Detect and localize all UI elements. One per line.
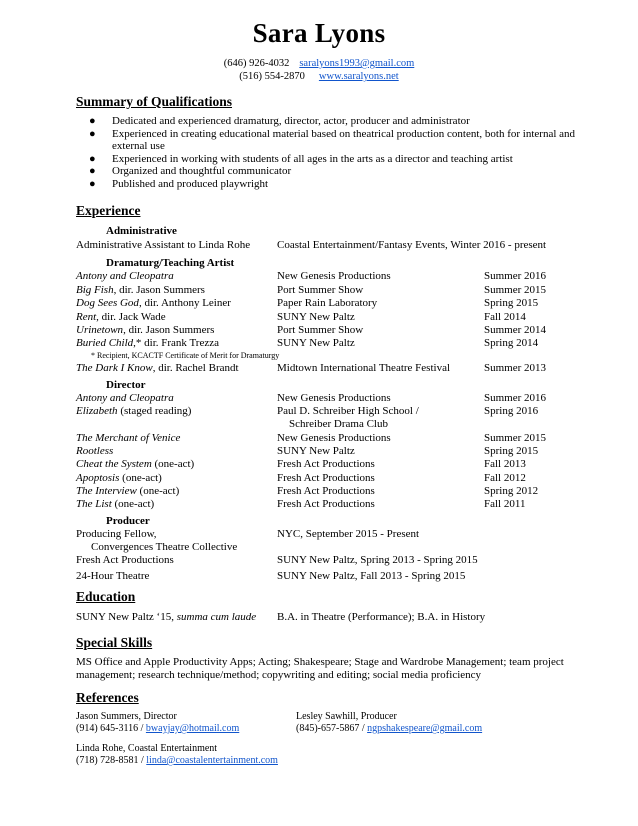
producer-row [76, 554, 596, 567]
date: Spring 2016 [484, 405, 539, 417]
reference-email-link[interactable]: linda@coastalentertainment.com [146, 755, 278, 766]
production-title: Antony and Cleopatra [76, 392, 174, 404]
date: Summer 2016 [484, 270, 547, 282]
production-title: Rent [76, 311, 97, 323]
date: Summer 2016 [484, 392, 547, 404]
date: Spring 2015 [484, 445, 539, 457]
degree: B.A. in Theatre (Performance); B.A. in History [277, 611, 486, 623]
venue: Schreiber Drama Club [289, 418, 388, 430]
education-heading: Education [76, 589, 136, 604]
director-row [76, 432, 596, 445]
production-title: Apoptosis [76, 472, 120, 484]
reference-email-link[interactable]: ngpshakespeare@gmail.com [367, 723, 483, 734]
reference-name: Jason Summers, Director [76, 711, 177, 722]
role: Producing Fellow, [76, 528, 157, 540]
skills-text: MS Office and Apple Productivity Apps; Acting; Shakespeare; Stage and Wardrobe Management; team project management; research technique/method; copywriting and editing; social media proficiency [76, 656, 564, 681]
director-row: The Interview (one-act) Fresh Act Productions Spring 2012 [76, 485, 539, 497]
honors: summa cum laude [176, 611, 257, 623]
producer-row [76, 528, 596, 541]
bullet-icon: ● [89, 127, 96, 140]
production-title: The Dark I Know [76, 362, 153, 374]
venue: Fresh Act Productions [277, 485, 375, 497]
date: Summer 2015 [484, 284, 547, 296]
production-title: Rootless [76, 445, 114, 457]
administrative-subheading: Administrative [106, 225, 177, 237]
producer-subheading: Producer [106, 515, 150, 527]
dramaturg-row [76, 270, 596, 283]
reference-email-link[interactable]: bwayjay@hotmail.com [145, 723, 240, 734]
role-detail: NYC, September 2015 - Present [277, 528, 420, 540]
summary-item: ● Experienced in creating educational material based on theatrical production content, both for internal and external use [89, 127, 576, 153]
director-row [76, 445, 596, 458]
dramaturg-row: Rent, dir. Jack Wade SUNY New Paltz Fall 2014 [76, 311, 526, 323]
venue: New Genesis Productions [277, 392, 391, 404]
director-subheading: Director [106, 379, 146, 391]
role: Administrative Assistant to Linda Rohe [76, 239, 251, 251]
director-row [76, 392, 596, 405]
experience-row [76, 239, 596, 252]
role-detail: SUNY New Paltz, Fall 2013 - Spring 2015 [277, 570, 466, 582]
dramaturg-row: Urinetown, dir. Jason Summers Port Summer Show Summer 2014 [76, 324, 547, 336]
production-title: The Interview [76, 485, 137, 497]
dramaturg-row: The Dark I Know, dir. Rachel Brandt Midtown International Theatre Festival Summer 2013 [76, 362, 547, 374]
director-row: Elizabeth (staged reading) Paul D. Schreiber High School / Spring 2016 [76, 405, 539, 417]
venue: SUNY New Paltz [277, 445, 355, 457]
phone-primary: (646) 926-4032 [223, 58, 290, 69]
director-row: Cheat the System (one-act) Fresh Act Productions Fall 2013 [76, 458, 526, 470]
bullet-icon: ● [89, 115, 96, 127]
production-title: The List [76, 498, 112, 510]
phone-secondary: (516) 554-2870 [239, 71, 305, 82]
production-title: Urinetown [76, 324, 124, 336]
date: Fall 2011 [484, 498, 526, 510]
venue: Fresh Act Productions [277, 472, 375, 484]
production-title: Dog Sees God [76, 297, 139, 309]
reference-name: Lesley Sawhill, Producer [296, 711, 397, 722]
date: Spring 2015 [484, 297, 539, 309]
producer-row-continued [76, 541, 596, 554]
skills-heading: Special Skills [76, 635, 153, 650]
dramaturg-row: Buried Child,* dir. Frank Trezza SUNY New Paltz Spring 2014 [76, 337, 539, 349]
reference-entry [296, 711, 482, 735]
reference-phone: (845)-657-5867 / [296, 723, 365, 734]
director-row: Apoptosis (one-act) Fresh Act Productions Fall 2012 [76, 472, 526, 484]
candidate-name: Sara Lyons [252, 18, 386, 48]
dramaturg-row: Big Fish, dir. Jason Summers Port Summer Show Summer 2015 [76, 284, 547, 296]
production-title: Buried Child [76, 337, 134, 349]
role: 24-Hour Theatre [76, 570, 150, 582]
production-title: Antony and Cleopatra [76, 270, 174, 282]
venue: Paper Rain Laboratory [277, 297, 378, 309]
date: Fall 2012 [484, 472, 526, 484]
venue: New Genesis Productions [277, 432, 391, 444]
bullet-icon: ● [89, 165, 96, 178]
reference-phone: (718) 728-8581 / [76, 755, 144, 766]
experience-heading: Experience [76, 203, 141, 218]
summary-item: ● Organized and thoughtful communicator [89, 165, 292, 178]
date: Fall 2014 [484, 311, 526, 323]
date: Spring 2014 [484, 337, 539, 349]
production-title: Cheat the System [76, 458, 152, 470]
venue: Fresh Act Productions [277, 498, 375, 510]
references-heading: References [76, 690, 139, 705]
producer-row [76, 570, 596, 583]
summary-list [76, 115, 576, 191]
reference-phone: (914) 645-3116 / [76, 723, 144, 734]
role-detail: Coastal Entertainment/Fantasy Events, Winter 2016 - present [277, 239, 547, 251]
venue: SUNY New Paltz [277, 311, 355, 323]
summary-item: ● Published and produced playwright [89, 177, 269, 190]
production-title: Big Fish [76, 284, 114, 296]
venue: Port Summer Show [277, 324, 364, 336]
venue: Fresh Act Productions [277, 458, 375, 470]
venue: New Genesis Productions [277, 270, 391, 282]
summary-heading: Summary of Qualifications [76, 94, 233, 109]
production-title: The Merchant of Venice [76, 432, 181, 444]
venue: Paul D. Schreiber High School / [277, 405, 419, 417]
date: Summer 2014 [484, 324, 547, 336]
contact-line-2 [0, 71, 638, 82]
director-row-continued [76, 418, 596, 431]
website-link[interactable]: www.saralyons.net [318, 71, 399, 82]
award-footnote: * Recipient, KCACTF Certificate of Merit for Dramaturgy [91, 351, 280, 360]
email-link[interactable]: saralyons1993@gmail.com [299, 58, 415, 69]
bullet-icon: ● [89, 177, 96, 190]
education-row [76, 611, 596, 624]
venue: Midtown International Theatre Festival [277, 362, 451, 374]
date: Summer 2013 [484, 362, 547, 374]
summary-item: ● Experienced in working with students of all ages in the arts as a director and teaching artist [89, 152, 513, 165]
role: Convergences Theatre Collective [91, 541, 238, 553]
director-row: The List (one-act) Fresh Act Productions Fall 2011 [76, 498, 526, 510]
summary-item: ● Dedicated and experienced dramaturg, director, actor, producer and administrator [89, 115, 470, 127]
dramaturg-subheading: Dramaturg/Teaching Artist [106, 257, 235, 269]
bullet-icon: ● [89, 152, 96, 165]
role: Fresh Act Productions [76, 554, 174, 566]
reference-name: Linda Rohe, Coastal Entertainment [76, 743, 218, 754]
role-detail: SUNY New Paltz, Spring 2013 - Spring 2015 [277, 554, 478, 566]
contact-line-1 [0, 58, 638, 69]
date: Spring 2012 [484, 485, 539, 497]
production-title: Elizabeth [76, 405, 118, 417]
school: SUNY New Paltz ‘15, [76, 611, 174, 623]
date: Fall 2013 [484, 458, 526, 470]
reference-entry [76, 743, 278, 767]
dramaturg-row: Dog Sees God, dir. Anthony Leiner Paper Rain Laboratory Spring 2015 [76, 297, 539, 309]
venue: Port Summer Show [277, 284, 364, 296]
venue: SUNY New Paltz [277, 337, 355, 349]
reference-entry [76, 711, 239, 735]
date: Summer 2015 [484, 432, 547, 444]
